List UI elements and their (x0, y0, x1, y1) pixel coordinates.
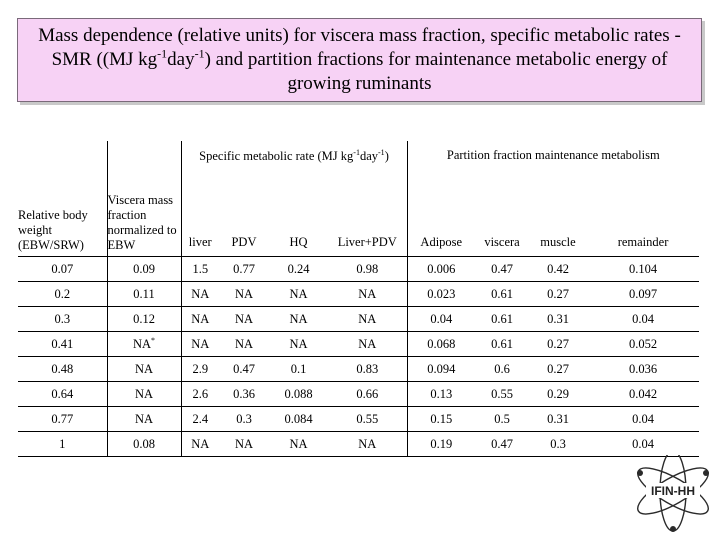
table-row (18, 282, 699, 307)
table-row (18, 432, 699, 457)
header-relative-body-weight: Relative body weight (EBW/SRW) (18, 208, 88, 252)
title-box (17, 18, 702, 102)
cell-remainder: 0.04 (587, 407, 699, 432)
cell-muscle: 0.27 (529, 357, 587, 382)
cell-viscera-mass-fraction: NA (107, 382, 181, 407)
cell-adipose: 0.023 (407, 282, 475, 307)
cell-relative-body-weight: 0.41 (18, 332, 107, 357)
cell-viscera: 0.6 (475, 357, 529, 382)
cell-muscle: 0.27 (529, 332, 587, 357)
header-remainder: remainder (617, 235, 669, 249)
cell-adipose: 0.006 (407, 257, 475, 282)
cell-pdv: 0.3 (219, 407, 269, 432)
cell-relative-body-weight: 0.64 (18, 382, 107, 407)
cell-remainder: 0.052 (587, 332, 699, 357)
cell-hq: 0.1 (269, 357, 328, 382)
cell-viscera: 0.5 (475, 407, 529, 432)
cell-hq: NA (269, 332, 328, 357)
cell-liver-pdv: NA (328, 432, 407, 457)
cell-muscle: 0.27 (529, 282, 587, 307)
cell-pdv: NA (219, 307, 269, 332)
cell-viscera: 0.55 (475, 382, 529, 407)
cell-relative-body-weight: 0.2 (18, 282, 107, 307)
cell-viscera-mass-fraction: 0.08 (107, 432, 181, 457)
cell-hq: 0.24 (269, 257, 328, 282)
header-group-partition: Partition fraction maintenance metabolism (407, 141, 699, 177)
cell-hq: 0.088 (269, 382, 328, 407)
cell-adipose: 0.15 (407, 407, 475, 432)
cell-liver: 2.9 (181, 357, 219, 382)
cell-liver: NA (181, 307, 219, 332)
cell-pdv: 0.36 (219, 382, 269, 407)
cell-muscle: 0.42 (529, 257, 587, 282)
cell-viscera: 0.47 (475, 432, 529, 457)
cell-adipose: 0.13 (407, 382, 475, 407)
table-row (18, 382, 699, 407)
cell-liver-pdv: NA (328, 307, 407, 332)
cell-viscera: 0.61 (475, 332, 529, 357)
cell-viscera: 0.47 (475, 257, 529, 282)
logo-text: IFIN-HH (651, 484, 695, 498)
cell-relative-body-weight: 0.07 (18, 257, 107, 282)
cell-viscera-mass-fraction: NA* (107, 332, 181, 357)
header-viscera: viscera (484, 235, 520, 249)
cell-relative-body-weight: 0.77 (18, 407, 107, 432)
cell-muscle: 0.3 (529, 432, 587, 457)
cell-adipose: 0.19 (407, 432, 475, 457)
cell-relative-body-weight: 1 (18, 432, 107, 457)
cell-viscera-mass-fraction: NA (107, 357, 181, 382)
cell-remainder: 0.097 (587, 282, 699, 307)
header-viscera-mass-fraction: Viscera mass fraction normalized to EBW (107, 141, 181, 257)
cell-viscera-mass-fraction: 0.11 (107, 282, 181, 307)
cell-adipose: 0.04 (407, 307, 475, 332)
table-row (18, 357, 699, 382)
cell-remainder: 0.104 (587, 257, 699, 282)
title-line-3: growing ruminants (287, 73, 432, 94)
header-pdv: PDV (231, 235, 257, 249)
cell-viscera-mass-fraction: NA (107, 407, 181, 432)
cell-hq: 0.084 (269, 407, 328, 432)
cell-viscera: 0.61 (475, 282, 529, 307)
cell-liver-pdv: 0.66 (328, 382, 407, 407)
cell-viscera-mass-fraction: 0.09 (107, 257, 181, 282)
cell-liver-pdv: 0.55 (328, 407, 407, 432)
cell-liver: 2.4 (181, 407, 219, 432)
cell-liver-pdv: NA (328, 282, 407, 307)
cell-adipose: 0.094 (407, 357, 475, 382)
table-row (18, 257, 699, 282)
cell-liver: NA (181, 432, 219, 457)
cell-liver-pdv: 0.98 (328, 257, 407, 282)
cell-remainder: 0.04 (587, 432, 699, 457)
cell-hq: NA (269, 307, 328, 332)
cell-liver: 2.6 (181, 382, 219, 407)
cell-relative-body-weight: 0.48 (18, 357, 107, 382)
table-row (18, 307, 699, 332)
cell-pdv: NA (219, 332, 269, 357)
header-hq: HQ (289, 235, 308, 249)
cell-adipose: 0.068 (407, 332, 475, 357)
cell-pdv: 0.47 (219, 357, 269, 382)
cell-muscle: 0.31 (529, 307, 587, 332)
cell-pdv: 0.77 (219, 257, 269, 282)
title-line-2: SMR ((MJ $kg^{-1}day^{-1}$) and partition fractions for maintenance metabolic energy of (51, 46, 668, 70)
table-row (18, 407, 699, 432)
cell-liver: 1.5 (181, 257, 219, 282)
data-table (18, 141, 699, 457)
cell-liver-pdv: NA (328, 332, 407, 357)
cell-hq: NA (269, 282, 328, 307)
cell-liver: NA (181, 332, 219, 357)
cell-liver-pdv: 0.83 (328, 357, 407, 382)
header-adipose: Adipose (407, 177, 475, 257)
header-liver-pdv: Liver+PDV (337, 235, 397, 249)
cell-muscle: 0.31 (529, 407, 587, 432)
atom-logo-icon (628, 455, 718, 535)
header-muscle: muscle (540, 235, 576, 249)
cell-relative-body-weight: 0.3 (18, 307, 107, 332)
cell-muscle: 0.29 (529, 382, 587, 407)
cell-remainder: 0.042 (587, 382, 699, 407)
cell-hq: NA (269, 432, 328, 457)
title-line-1: Mass dependence (relative units) for viscera mass fraction, specific metabolic rates - (38, 25, 681, 46)
table-row (18, 332, 699, 357)
cell-remainder: 0.036 (587, 357, 699, 382)
cell-viscera-mass-fraction: 0.12 (107, 307, 181, 332)
cell-remainder: 0.04 (587, 307, 699, 332)
cell-pdv: NA (219, 432, 269, 457)
cell-viscera: 0.61 (475, 307, 529, 332)
cell-pdv: NA (219, 282, 269, 307)
cell-liver: NA (181, 282, 219, 307)
header-group-smr: Specific metabolic rate (MJ $kg^{-1}day^{-1}$) (181, 141, 407, 177)
header-liver: liver (181, 177, 219, 257)
